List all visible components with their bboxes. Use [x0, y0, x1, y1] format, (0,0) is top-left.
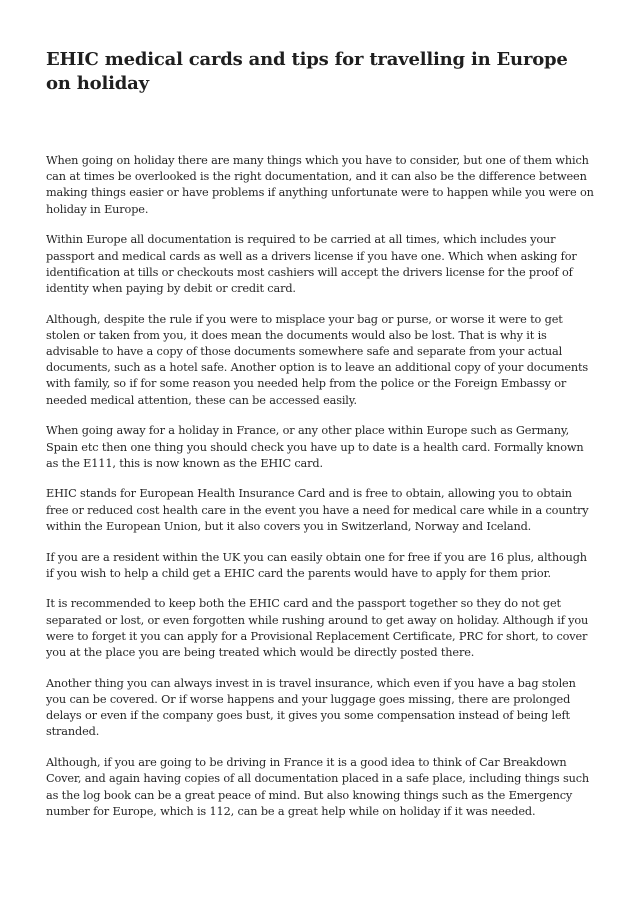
document-page — [46, 48, 594, 834]
paragraph-1: When going on holiday there are many things which you have to consider, but one of them which can at times be overlooked is the right documentation, and it can also be the difference between making things easier or have problems if anything unfortunate were to happen while you were on holiday in Europe. — [46, 154, 594, 216]
document-title: EHIC medical cards and tips for travelling in Europe on holiday — [46, 49, 568, 94]
paragraph-7: It is recommended to keep both the EHIC card and the passport together so they do not get separated or lost, or even forgotten while rushing around to get away on holiday. Although if you were to forget it you can apply for a Provisional Replacement Certificate, PRC for short, to cover you at the place you are being treated which would be directly posted there. — [46, 597, 589, 660]
paragraph-4: When going away for a holiday in France, or any other place within Europe such as Germany, Spain etc then one thing you should check you have up to date is a health card. Formally known as the E111, this is now known as the EHIC card. — [46, 424, 584, 470]
paragraph-6: If you are a resident within the UK you can easily obtain one for free if you are 16 plus, although if you wish to help a child get a EHIC card the parents would have to apply for them prior. — [46, 550, 587, 580]
paragraph-8: Another thing you can always invest in is travel insurance, which even if you have a bag stolen you can be covered. Or if worse happens and your luggage goes missing, there are prolonged delays or even if the company goes bust, it gives you some compensation instead of being left stranded. — [46, 676, 576, 739]
paragraph-5: EHIC stands for European Health Insurance Card and is free to obtain, allowing you to obtain free or reduced cost health care in the event you have a need for medical care while in a country within the European Union, but it also covers you in Switzerland, Norway and Iceland. — [46, 487, 589, 533]
document-body — [46, 153, 594, 820]
paragraph-9: Although, if you are going to be driving in France it is a good idea to think of Car Breakdown Cover, and again having copies of all documentation placed in a safe place, including things such as the log book can be a great peace of mind. But also knowing things such as the Emergency number for Europe, which is 112, can be a great help while on holiday if it was needed. — [46, 756, 590, 818]
paragraph-2: Within Europe all documentation is required to be carried at all times, which includes your passport and medical cards as well as a drivers license if you have one. Which when asking for identification at tills or checkouts most cashiers will accept the drivers license for the proof of identity when paying by debit or credit card. — [46, 233, 577, 295]
paragraph-3: Although, despite the rule if you were to misplace your bag or purse, or worse it were to get stolen or taken from you, it does mean the documents would also be lost. That is why it is advisable to have a copy of those documents somewhere safe and separate from your actual documents, such as a hotel safe. Another option is to leave an additional copy of your documents with family, so if for some reason you needed help from the police or the Foreign Embassy or needed medical attention, these can be accessed easily. — [46, 312, 589, 407]
